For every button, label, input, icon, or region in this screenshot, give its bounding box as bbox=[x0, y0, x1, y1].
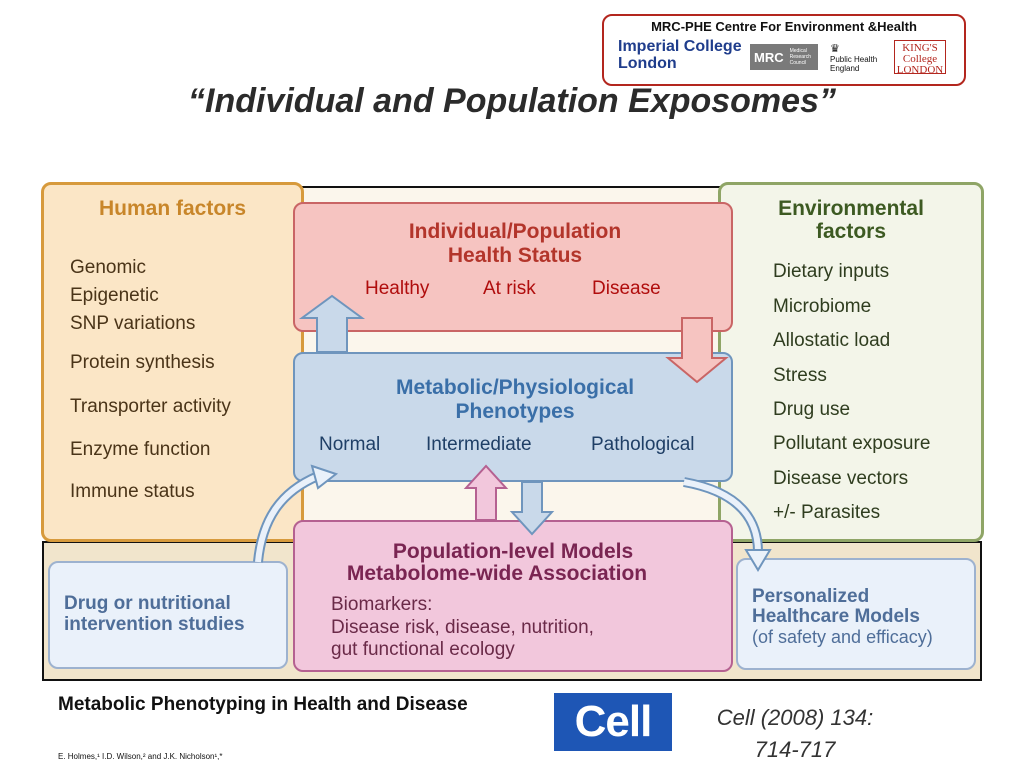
env-factor-parasites: +/- Parasites bbox=[773, 502, 881, 523]
reference-article-title: Metabolic Phenotyping in Health and Disease bbox=[58, 694, 468, 715]
population-models-title-1: Population-level Models bbox=[392, 540, 634, 563]
env-factor-stress: Stress bbox=[773, 365, 827, 386]
personalized-line-2: Healthcare Models bbox=[752, 606, 920, 627]
env-factor-vectors: Disease vectors bbox=[773, 468, 909, 489]
citation bbox=[690, 702, 900, 766]
mrc-logo-subtext: Medical Research Council bbox=[789, 48, 812, 66]
intervention-line-2: intervention studies bbox=[64, 614, 245, 635]
up-arrow-phenotype-to-health bbox=[302, 296, 362, 352]
personalized-line-3: (of safety and efficacy) bbox=[752, 627, 933, 647]
down-arrow-health-to-phenotype bbox=[668, 318, 726, 382]
human-factor-enzyme: Enzyme function bbox=[70, 439, 211, 460]
mrc-logo-text: MRC bbox=[754, 49, 784, 65]
human-factor-epigenetic: Epigenetic bbox=[70, 285, 159, 306]
environmental-factors-title: Environmental factors bbox=[778, 197, 924, 243]
health-state-healthy: Healthy bbox=[365, 278, 430, 299]
reference-authors: E. Holmes,¹ I.D. Wilson,² and J.K. Nicholson¹,* bbox=[58, 752, 223, 761]
human-factors-title: Human factors bbox=[98, 197, 247, 220]
slide-title: “Individual and Population Exposomes” bbox=[188, 82, 836, 120]
env-factor-allostatic: Allostatic load bbox=[773, 330, 891, 351]
up-arrow-population-to-phenotype bbox=[466, 466, 506, 520]
human-factor-snp: SNP variations bbox=[70, 313, 196, 334]
population-models-title-2: Metabolome-wide Association bbox=[346, 562, 648, 585]
health-state-at-risk: At risk bbox=[483, 278, 536, 299]
imperial-college-logo: Imperial College London bbox=[618, 38, 742, 72]
human-factor-protein: Protein synthesis bbox=[70, 352, 215, 373]
env-factor-dietary: Dietary inputs bbox=[773, 261, 890, 282]
human-factor-genomic: Genomic bbox=[70, 257, 147, 278]
env-factor-pollutant: Pollutant exposure bbox=[773, 433, 931, 454]
human-factor-immune: Immune status bbox=[70, 481, 195, 502]
phenotype-pathological: Pathological bbox=[591, 434, 695, 455]
curved-arrow-head-right bbox=[746, 550, 770, 570]
population-body-line-3: gut functional ecology bbox=[331, 639, 515, 660]
down-arrow-phenotype-to-population bbox=[512, 482, 552, 534]
phenotype-intermediate: Intermediate bbox=[426, 434, 532, 455]
personalized-line-1: Personalized bbox=[752, 586, 870, 607]
cell-journal-logo: Cell bbox=[554, 693, 672, 751]
citation-line-1: Cell (2008) 134: bbox=[716, 705, 874, 730]
env-factor-drug-use: Drug use bbox=[773, 399, 851, 420]
human-factor-transporter: Transporter activity bbox=[70, 396, 231, 417]
population-body-line-1: Biomarkers: bbox=[331, 594, 433, 615]
kings-college-logo: KING'S College LONDON bbox=[894, 40, 946, 74]
logo-header-text: MRC-PHE Centre For Environment &Health bbox=[651, 19, 917, 34]
health-status-title: Individual/Population Health Status bbox=[408, 220, 622, 267]
citation-line-2: 714-717 bbox=[754, 737, 836, 762]
metabolic-phenotypes-title: Metabolic/Physiological Phenotypes bbox=[395, 376, 635, 423]
env-factor-microbiome: Microbiome bbox=[773, 296, 872, 317]
phe-logo-text: Public Health England bbox=[830, 55, 878, 73]
intervention-line-1: Drug or nutritional bbox=[64, 593, 231, 614]
phenotype-normal: Normal bbox=[319, 434, 381, 455]
population-body-line-2: Disease risk, disease, nutrition, bbox=[331, 617, 594, 638]
health-state-disease: Disease bbox=[592, 278, 661, 299]
curved-arrow-head-left bbox=[312, 466, 336, 488]
phe-crest-icon: ♛ bbox=[830, 43, 840, 55]
